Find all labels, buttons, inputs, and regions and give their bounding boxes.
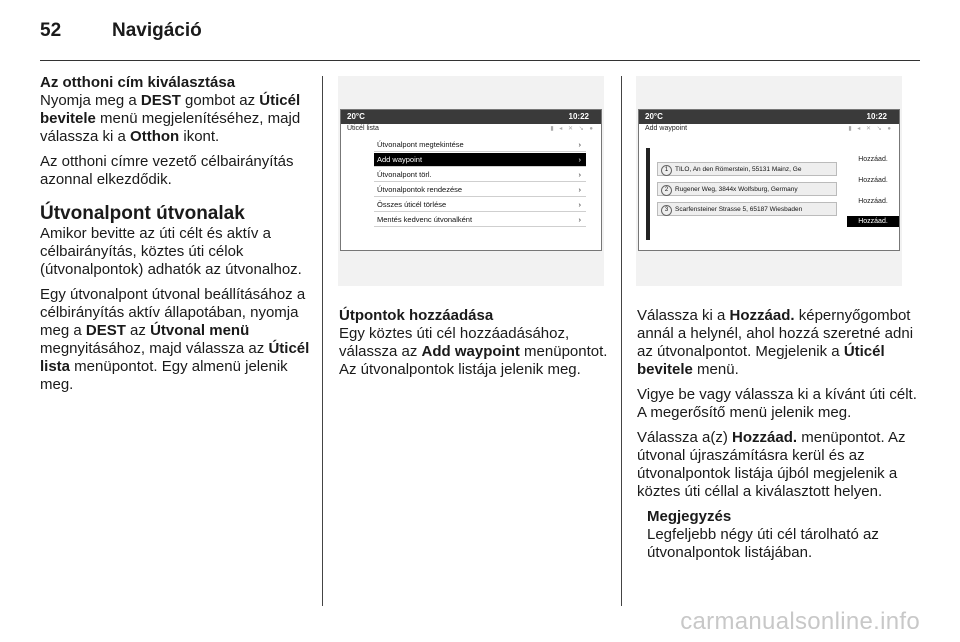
menu-item-sort-waypoints[interactable]: Útvonalpontok rendezése ›: [374, 183, 586, 197]
chevron-right-icon: ›: [578, 170, 581, 179]
subsection-heading-add-waypoint: Útpontok hozzáadása: [339, 307, 494, 324]
subsection-heading-home: Az otthoni cím kiválasztása: [40, 74, 236, 91]
chevron-right-icon: ›: [578, 185, 581, 194]
waypoint-number-icon: 3: [661, 205, 672, 216]
note-text: Legfeljebb négy úti cél tárolható az útvonalpontok listájában.: [647, 526, 879, 561]
waypoint-number-icon: 1: [661, 165, 672, 176]
column-divider-1: [322, 76, 323, 606]
clock: 10:22: [866, 112, 887, 121]
waypoint-row[interactable]: 2 Rugener Weg, 3844x Wolfsburg, Germany: [657, 182, 837, 196]
temperature: 20°C: [645, 112, 663, 121]
paragraph-home-select: Nyomja meg a DEST gombot az Úticél bevitele menü megjelenítéséhez, majd válassza ki a Otthon ikont.: [40, 92, 301, 145]
paragraph-home-start: Az otthoni címre vezető célbairányítás azonnal elkezdődik.: [40, 153, 294, 188]
screen-title: Add waypoint: [645, 125, 688, 132]
paragraph-select-add: Válassza ki a Hozzáad. képernyőgombot annál a helynél, ahol hozzá szeretné adni az útvonalpontot. Megjelenik a Úticél bevitele menü.: [637, 307, 914, 378]
chevron-right-icon: ›: [578, 155, 581, 164]
status-bar: [639, 110, 899, 124]
temperature: 20°C: [347, 112, 365, 121]
menu-item-add-waypoint[interactable]: Add waypoint ›: [374, 153, 586, 167]
section-title-waypoints: Útvonalpont útvonalak: [40, 203, 245, 224]
waypoint-track: [646, 148, 650, 240]
page-number: 52: [40, 20, 62, 41]
column-divider-2: [621, 76, 622, 606]
menu-item-delete-waypoint[interactable]: Útvonalpont törl. ›: [374, 168, 586, 182]
chevron-right-icon: ›: [578, 140, 581, 149]
menu-item-view-waypoint[interactable]: Útvonalpont megtekintése ›: [374, 138, 586, 152]
add-button[interactable]: Hozzáad.: [858, 198, 888, 205]
column-3: [637, 307, 920, 562]
menu-item-save-favourite[interactable]: Mentés kedvenc útvonalként ›: [374, 213, 586, 227]
chevron-right-icon: ›: [578, 200, 581, 209]
column-2: [339, 307, 611, 386]
watermark: carmanualsonline.info: [680, 608, 920, 635]
status-icons: ▮ ◂ ✕ ↘ ●: [550, 126, 595, 132]
page-title: Navigáció: [112, 20, 202, 41]
column-1: [40, 74, 315, 401]
screen-title: Úticél lista: [347, 125, 379, 132]
paragraph-add-waypoint: Egy köztes úti cél hozzáadásához, válassza az Add waypoint menüpontot. Az útvonalpontok listája jelenik meg.: [339, 325, 608, 378]
add-button-selected[interactable]: Hozzáad.: [847, 216, 899, 227]
waypoint-row[interactable]: 3 Scarfensteiner Strasse 5, 65187 Wiesbaden: [657, 202, 837, 216]
status-bar: [341, 110, 601, 124]
display-screen: [340, 109, 602, 251]
note-title: Megjegyzés: [647, 508, 732, 525]
add-button[interactable]: Hozzáad.: [858, 156, 888, 163]
clock: 10:22: [568, 112, 589, 121]
screenshot-destination-list: [338, 76, 604, 286]
screenshot-add-waypoint: [636, 76, 902, 286]
waypoint-number-icon: 2: [661, 185, 672, 196]
paragraph-waypoints-setup: Egy útvonalpont útvonal beállításához a célbirányítás aktív állapotában, nyomja meg a DEST az Útvonal menü megnyitásához, majd válassza az Úticél lista menüpontot. Egy almenü jelenik meg.: [40, 286, 310, 393]
paragraph-confirm-add: Válassza a(z) Hozzáad. menüpontot. Az útvonal újraszámításra kerül és az útvonalpontok listája újból megjelenik a köztes úti céllal a kiválasztott helyen.: [637, 429, 906, 500]
paragraph-waypoints-intro: Amikor bevitte az úti célt és aktív a célbairányítás, köztes úti célok (útvonalpontok) adhatók az útvonalhoz.: [40, 225, 302, 278]
status-icons: ▮ ◂ ✕ ↘ ●: [848, 126, 893, 132]
paragraph-enter-destination: Vigye be vagy válassza ki a kívánt úti célt. A megerősítő menü jelenik meg.: [637, 386, 917, 421]
header-rule: [40, 60, 920, 61]
add-button[interactable]: Hozzáad.: [858, 177, 888, 184]
chevron-right-icon: ›: [578, 215, 581, 224]
waypoint-row[interactable]: 1 TILO, An den Römerstein, 55131 Mainz, Ge: [657, 162, 837, 176]
note-block: [637, 508, 920, 562]
display-screen: [638, 109, 900, 251]
menu-item-delete-all[interactable]: Összes úticél törlése ›: [374, 198, 586, 212]
